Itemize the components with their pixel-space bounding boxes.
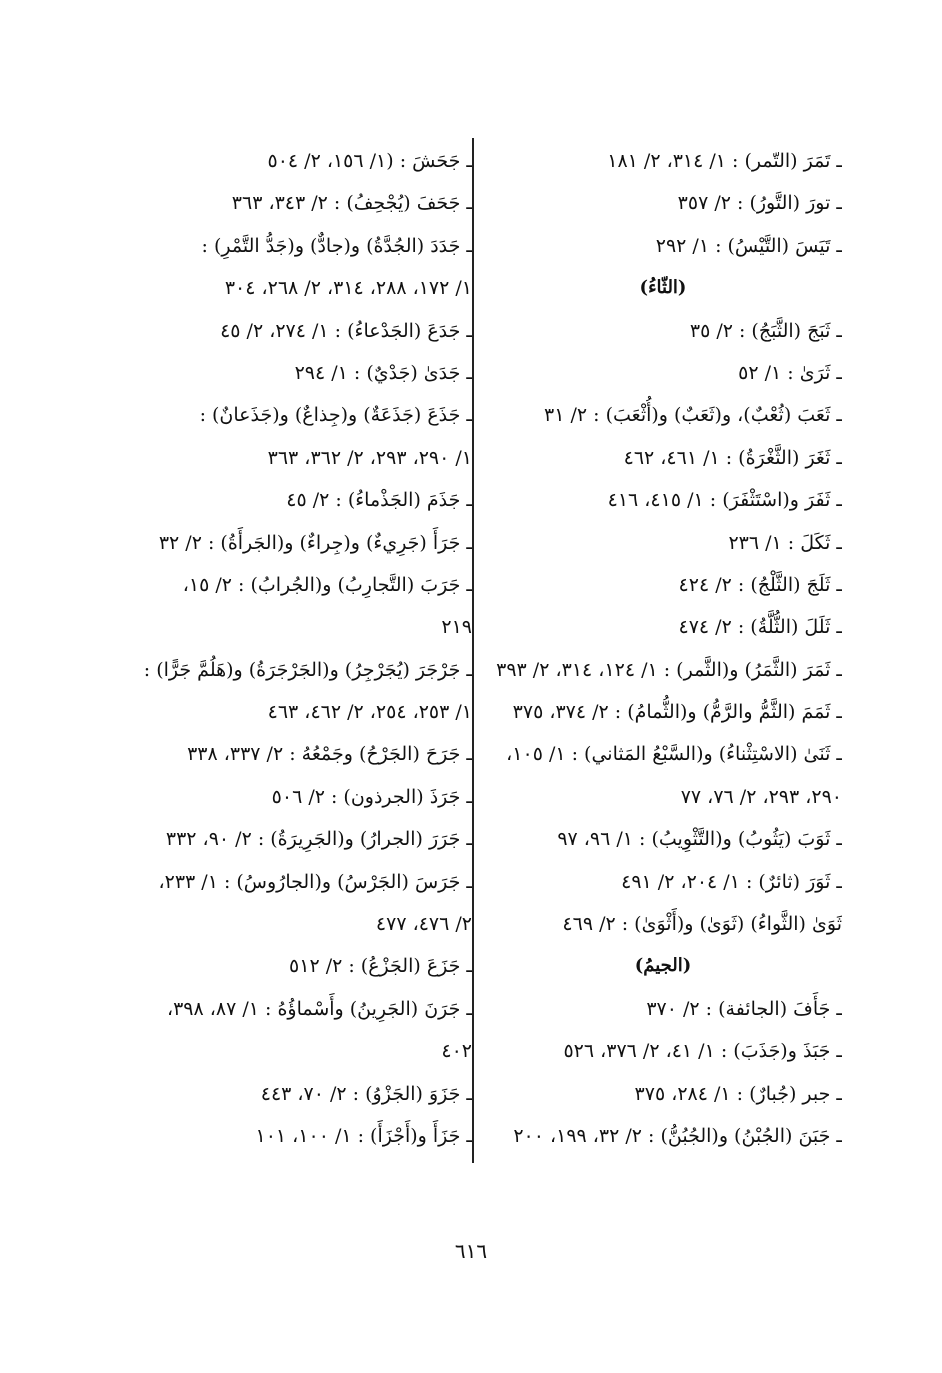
- index-entry: ثَوَىٰ (الثَّواءُ) (ثَوَىٰ) و(أَثْوَىٰ) : ٢/ ٤٦٩: [562, 913, 842, 936]
- index-entry: ـ جَزَأَ و(أَجْزَأَ) : ١/ ١٠٠، ١٠١: [255, 1124, 472, 1147]
- index-entry: ـ جَأَفَ (الجائفة) : ٢/ ٣٧٠: [646, 997, 842, 1020]
- index-entry: ـ تَيَسَ (التَّيْسُ) : ١/ ٢٩٢: [655, 234, 842, 257]
- index-entry: ـ جَبَذَ و(جَذَبَ) : ١/ ٤١، ٢/ ٣٧٦، ٥٢٦: [563, 1040, 842, 1063]
- index-entry: ـ جَرَبَ (التَّجارِبُ) و(الجُرابُ) : ٢/ ١٥،: [182, 573, 472, 596]
- index-entry: ـ جَدَىٰ (جَدْيٌ) : ١/ ٢٩٤: [294, 361, 472, 384]
- index-entry: ـ جَحَشَ : (١/ ١٥٦، ٢/ ٥٠٤: [267, 150, 472, 172]
- index-entry: ـ ثَبَجَ (الثَّبَجُ) : ٢/ ٣٥: [689, 319, 842, 342]
- index-entry: ـ جبر (جُبارٌ) : ١/ ٢٨٤، ٣٧٥: [634, 1082, 842, 1105]
- index-entry: ـ ثَعَبَ (ثُعْبٌ)، و(ثَعَبٌ) و(أُثْعَبَ) : ٢/ ٣١: [544, 404, 842, 427]
- index-entry: ـ جَرْجَرَ (يُجَرْجِرُ) و(الجَرْجَرَةُ) و(هَلُمَّ جَرًّا) :: [143, 658, 472, 681]
- index-entry: ـ ثَلَلَ (الثُّلَّةُ) : ٢/ ٤٧٤: [678, 616, 842, 639]
- index-entry: ٢٩٠، ٢٩٣، ٢/ ٧٦، ٧٧: [680, 785, 842, 808]
- index-entry: ـ ثَفَرَ و(اسْتَثْفَرَ) : ١/ ٤١٥، ٤١٦: [607, 489, 842, 512]
- index-entry: ـ ثَلَجَ (الثَّلْجُ) : ٢/ ٤٢٤: [678, 573, 842, 596]
- index-entry: ـ جَذَمَ (الجَذْماءُ) : ٢/ ٤٥: [286, 489, 472, 512]
- index-entry: ـ جَدَدَ (الجُدَّةُ) و(جادٌّ) و(جَدُّ التَّمْرِ) :: [201, 234, 472, 257]
- left-index-column: [104, 140, 472, 1157]
- column-divider: [472, 138, 474, 1163]
- page-number: ٦١٦: [454, 1239, 488, 1263]
- index-entry: ـ ثَنَىٰ (الاسْتِثْناءُ) و(السَّبْعُ المَثاني) : ١/ ١٠٥،: [506, 743, 842, 766]
- index-entry: ـ جَحَفَ (يُجْحِفُ) : ٢/ ٣٤٣، ٣٦٣: [231, 192, 472, 215]
- index-entry: ـ جَرَحَ (الجَرْحُ) وجَمْعُهُ : ٢/ ٣٣٧، ٣٣٨: [187, 743, 472, 766]
- index-entry: ـ تَمَرَ (التّمر) : ١/ ٣١٤، ٢/ ١٨١: [607, 150, 842, 172]
- index-entry: ـ جَرَذَ (الجرذون) : ٢/ ٥٠٦: [271, 785, 472, 808]
- index-entry: ـ ثَمَمَ (الثَّمُّ والرَّمُّ) و(الثُّمامُ) : ٢/ ٣٧٤، ٣٧٥: [512, 701, 842, 724]
- index-entry: ـ جَرَأَ (جَرِيءٌ) و(جِراءٌ) و(الجَرأَةُ) : ٢/ ٣٢: [158, 531, 472, 554]
- index-entry: ـ تورَ (التَّورُ) : ٢/ ٣٥٧: [677, 192, 842, 215]
- index-entry: ـ جَزَوَ (الجَزْوُ) : ٢/ ٧٠، ٤٤٣: [260, 1082, 472, 1105]
- index-entry: ١/ ٢٥٣، ٢٥٤، ٢/ ٤٦٢، ٤٦٣: [267, 701, 472, 724]
- index-entry: ٢/ ٤٧٦، ٤٧٧: [375, 913, 472, 936]
- index-entry: ـ جَدَعَ (الجَدْعاءُ) : ١/ ٢٧٤، ٢/ ٤٥: [220, 319, 472, 342]
- index-entry: ٢١٩: [441, 616, 472, 639]
- index-entry: ـ جَرَسَ (الجَرْسُ) و(الجارُوسُ) : ١/ ٢٣٣،: [158, 870, 472, 893]
- section-heading: (الجيمُ): [634, 955, 692, 977]
- index-entry: ـ ثَغَرَ (الثَّغْرَةُ) : ١/ ٤٦١، ٤٦٢: [623, 446, 842, 469]
- right-index-column: [484, 140, 842, 1157]
- index-entry: ـ ثَكَلَ : ١/ ٢٣٦: [728, 531, 842, 554]
- index-entry: ـ ثَمَرَ (الثَّمَرُ) و(الثَّمر) : ١/ ١٢٤، ٣١٤، ٢/ ٣٩٣: [496, 658, 842, 681]
- index-entry: ـ جَرَنَ (الجَرِينُ) وأَسْماؤُهُ : ١/ ٨٧، ٣٩٨،: [166, 997, 472, 1020]
- index-entry: ١/ ١٧٢، ٢٨٨، ٣١٤، ٢/ ٢٦٨، ٣٠٤: [224, 277, 472, 300]
- index-entry: ١/ ٢٩٠، ٢٩٣، ٢/ ٣٦٢، ٣٦٣: [267, 446, 472, 469]
- index-entry: ٤٠٢: [441, 1040, 472, 1063]
- index-entry: ـ ثَوَرَ (ثائرٌ) : ١/ ٢٠٤، ٢/ ٤٩١: [621, 870, 842, 893]
- section-heading: (الثّاءُ): [639, 277, 687, 299]
- index-entry: ـ جَزَعَ (الجَزْعُ) : ٢/ ٥١٢: [289, 955, 472, 978]
- index-entry: ـ جَرَرَ (الجرارُ) و(الجَرِيرَةُ) : ٢/ ٩٠، ٣٣٢: [165, 828, 472, 851]
- index-entry: ـ ثَوَبَ (يَثُوبُ) و(التَّثْوِيبُ) : ١/ ٩٦، ٩٧: [557, 828, 842, 851]
- index-entry: ـ جَذَعَ (جَذَعَةٌ) و(جِذاعٌ) و(جَذَعانٌ) :: [199, 404, 472, 427]
- index-entry: ـ ثَرَىٰ : ١/ ٥٢: [738, 361, 842, 384]
- index-entry: ـ جَبَنَ (الجُبْنُ) و(الجُبُنُّ) : ٢/ ٣٢، ١٩٩، ٢٠٠: [513, 1124, 842, 1147]
